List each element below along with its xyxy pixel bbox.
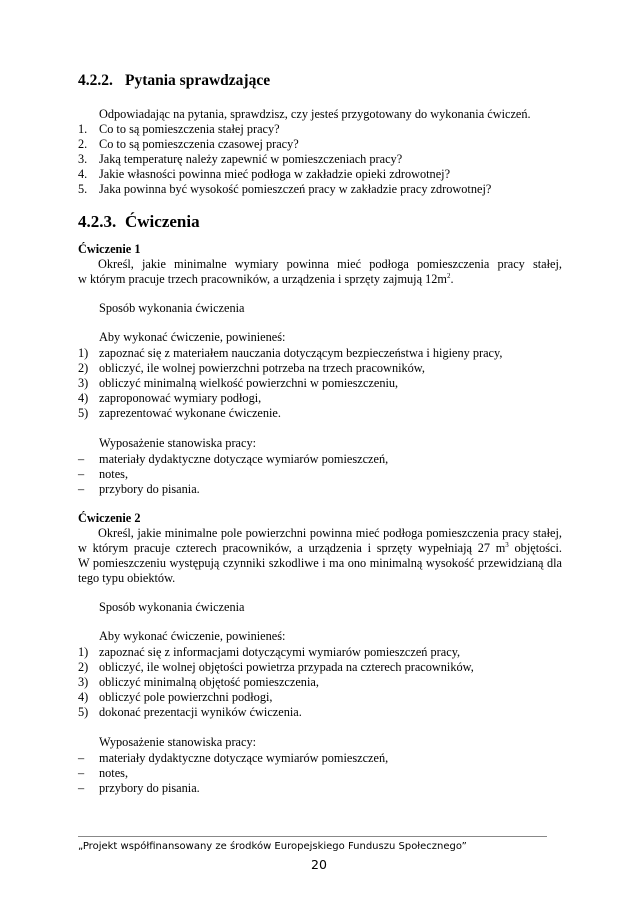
section-number: 4.2.3. [78, 212, 117, 231]
exercise-2-step: 3) obliczyć minimalną objętość pomieszczenia, [78, 675, 319, 689]
exercise-1-task-line: Określ, jakie minimalne wymiary powinna mieć podłoga pomieszczenia pracy stałej, [98, 257, 562, 271]
question-item: 5. Jaka powinna być wysokość pomieszczeń pracy w zakładzie pracy zdrowotnej? [78, 182, 492, 196]
exercise-2-equipment-item: – materiały dydaktyczne dotyczące wymiarów pomieszczeń, [78, 751, 389, 765]
exercise-2-task-line: W pomieszczeniu występują czynniki szkodliwe i ma ono minimalną wysokość przewidzianą dla [78, 556, 562, 570]
exercise-2-step: 1) zapoznać się z informacjami dotyczącymi wymiarów pomieszczeń pracy, [78, 645, 461, 659]
exercise-1-equipment-title: Wyposażenie stanowiska pracy: [99, 436, 257, 450]
exercise-2-equipment-item: – notes, [78, 766, 129, 780]
section-heading-cwiczenia [78, 212, 200, 232]
page-number: 20 [311, 857, 327, 872]
question-item: 2. Co to są pomieszczenia czasowej pracy? [78, 137, 299, 151]
exercise-1-step: 2) obliczyć, ile wolnej powierzchni potrzeba na trzech pracowników, [78, 361, 425, 375]
question-item: 3. Jaką temperaturę należy zapewnić w pomieszczeniach pracy? [78, 152, 403, 166]
questions-intro: Odpowiadając na pytania, sprawdzisz, czy jesteś przygotowany do wykonania ćwiczeń. [99, 107, 531, 121]
footer-divider [78, 836, 547, 837]
exercise-1-step: 1) zapoznać się z materiałem nauczania dotyczącym bezpieczeństwa i higieny pracy, [78, 346, 503, 360]
exercise-1-step: 5) zaprezentować wykonane ćwiczenie. [78, 406, 281, 420]
exercise-1-steps-intro: Aby wykonać ćwiczenie, powinieneś: [99, 330, 286, 344]
exercise-1-method-title: Sposób wykonania ćwiczenia [99, 301, 245, 315]
exercise-1-equipment-item: – notes, [78, 467, 129, 481]
exercise-2-step: 5) dokonać prezentacji wyników ćwiczenia. [78, 705, 302, 719]
exercise-2-step: 4) obliczyć pole powierzchni podłogi, [78, 690, 273, 704]
exercise-2-equipment-item: – przybory do pisania. [78, 781, 200, 795]
question-item: 1. Co to są pomieszczenia stałej pracy? [78, 122, 280, 136]
section-number: 4.2.2. [78, 72, 113, 89]
footer-note: „Projekt współfinansowany ze środków Europejskiego Funduszu Społecznego” [78, 841, 467, 852]
section-heading-pytania [78, 72, 270, 90]
section-title: Pytania sprawdzające [125, 72, 271, 89]
exercise-1-task-line: w którym pracuje trzech pracowników, a urządzenia i sprzęty zajmują $12m^2$. [78, 272, 454, 286]
exercise-2-task-line: tego typu obiektów. [78, 571, 176, 585]
exercise-1-equipment-item: – materiały dydaktyczne dotyczące wymiarów pomieszczeń, [78, 452, 389, 466]
exercise-2-steps-intro: Aby wykonać ćwiczenie, powinieneś: [99, 629, 286, 643]
exercise-1-step: 4) zaproponować wymiary podłogi, [78, 391, 262, 405]
exercise-1-equipment-item: – przybory do pisania. [78, 482, 200, 496]
question-item: 4. Jakie własności powinna mieć podłoga w zakładzie opieki zdrowotnej? [78, 167, 451, 181]
section-title: Ćwiczenia [125, 212, 200, 231]
exercise-1-step: 3) obliczyć minimalną wielkość powierzchni w pomieszczeniu, [78, 376, 399, 390]
exercise-1-title: Ćwiczenie 1 [78, 242, 141, 256]
exercise-2-method-title: Sposób wykonania ćwiczenia [99, 600, 245, 614]
exercise-2-step: 2) obliczyć, ile wolnej objętości powietrza przypada na czterech pracowników, [78, 660, 474, 674]
exercise-2-equipment-title: Wyposażenie stanowiska pracy: [99, 735, 257, 749]
exercise-2-task-line: Określ, jakie minimalne pole powierzchni powinna mieć podłoga pomieszczenia pracy stałej, [98, 526, 562, 540]
exercise-2-task-line: w którym pracuje czterech pracowników, a urządzenia i sprzęty wypełniają 27 $m^3$ objętości. [78, 541, 563, 555]
exercise-2-title: Ćwiczenie 2 [78, 511, 141, 525]
